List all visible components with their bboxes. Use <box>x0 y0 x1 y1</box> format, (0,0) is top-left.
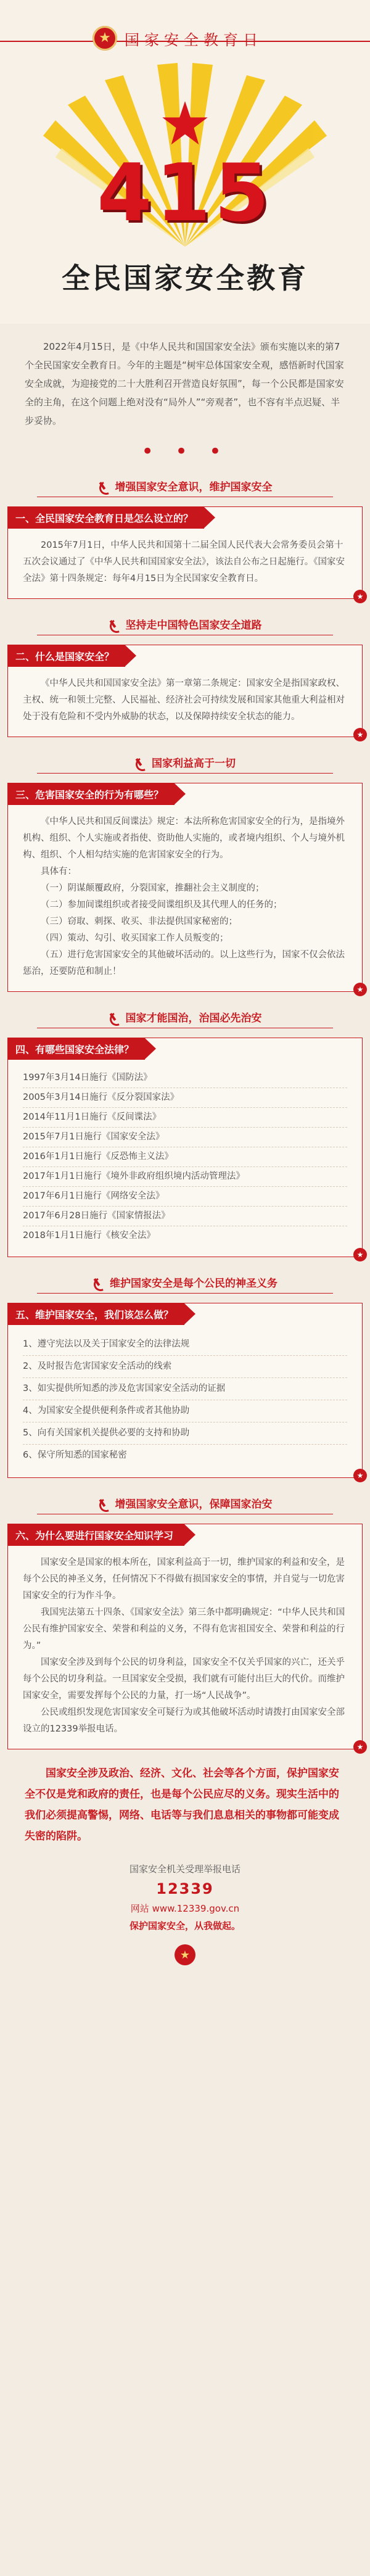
answer-text: 我国宪法第五十四条、《国家安全法》第三条中都明确规定：“中华人民共和国公民有维护国家安全、荣誉和利益的义务，不得有危害祖国安全、荣誉和利益的行为。” <box>23 1608 345 1651</box>
list-item: （三）窃取、刺探、收买、非法提供国家秘密的； <box>41 917 237 927</box>
corner-emblem-icon: ★ <box>353 728 367 741</box>
website-link[interactable]: 网站 www.12339.gov.cn <box>130 1903 240 1914</box>
section-heading <box>0 474 370 499</box>
corner-emblem-icon: ★ <box>353 1740 367 1754</box>
question-block-2 <box>7 645 363 737</box>
corner-emblem-icon: ★ <box>353 1248 367 1261</box>
decorative-dots: • • • <box>141 439 229 464</box>
list-item: （四）策动、勾引、收买国家工作人员叛变的； <box>41 933 229 943</box>
section-heading <box>0 613 370 637</box>
party-emblem-icon <box>109 1011 121 1023</box>
hotline-number: 12339 <box>156 1880 214 1897</box>
corner-emblem-icon: ★ <box>353 590 367 603</box>
closing-paragraph: 国家安全涉及政治、经济、文化、社会等各个方面，保护国家安全不仅是党和政府的责任，也是每个公民应尽的义务。现实生活中的我们必须提高警惕，网络、电话等与我们息息相关的事物都可能变成失密的陷阱。 <box>25 1767 339 1843</box>
page-title: 全民国家安全教育 <box>62 262 308 295</box>
question-title: 三、危害国家安全的行为有哪些？ <box>8 783 175 805</box>
list-item: （二）参加间谍组织或者接受间谍组织及其代理人的任务的； <box>41 900 282 910</box>
party-emblem-icon <box>92 1276 105 1289</box>
law-item: 2015年7月1日施行《国家安全法》 <box>23 1128 347 1147</box>
section-heading <box>0 1492 370 1516</box>
duty-item: 6、保守所知悉的国家秘密 <box>23 1450 127 1460</box>
section-heading-text: 国家利益高于一切 <box>152 758 236 770</box>
question-title: 二、什么是国家安全？ <box>8 645 125 667</box>
law-item: 2017年1月1日施行《境外非政府组织境内活动管理法》 <box>23 1167 347 1187</box>
question-block-1 <box>7 506 363 599</box>
section-heading-text: 增强国家安全意识，维护国家安全 <box>115 481 273 493</box>
answer-text: 公民或组织发现危害国家安全可疑行为或其他破坏活动时请拨打由国家安全部设立的12339举报电话。 <box>23 1707 345 1734</box>
question-title: 四、有哪些国家安全法律？ <box>8 1038 145 1060</box>
question-block-4 <box>7 1038 363 1257</box>
question-title: 五、维护国家安全，我们该怎么做？ <box>8 1303 184 1325</box>
list-item: （一）阴谋颠覆政府，分裂国家，推翻社会主义制度的； <box>41 883 265 893</box>
question-block-3 <box>7 783 363 992</box>
party-emblem-icon <box>134 756 147 769</box>
header-tag <box>92 26 263 51</box>
question-title: 一、全民国家安全教育日是怎么设立的？ <box>8 507 204 529</box>
contact-block <box>0 1860 370 1965</box>
answer-text: 具体有： <box>41 867 76 877</box>
duty-item: 5、向有关国家机关提供必要的支持和协助 <box>23 1422 347 1445</box>
corner-emblem-icon: ★ <box>353 983 367 996</box>
footer-emblem-icon: ★ <box>175 1944 195 1965</box>
question-block-5 <box>7 1303 363 1478</box>
header-tag-text: 国家安全教育日 <box>125 31 263 49</box>
answer-text: 国家安全涉及到每个公民的切身利益，国家安全不仅关乎国家的兴亡，还关乎每个公民的切身利益。一旦国家安全受损，我们就有可能付出巨大的代价。而维护国家安全，需要发挥每个公民的力量，打一场“人民战争”。 <box>23 1657 345 1701</box>
law-item: 2017年6月28日施行《国家情报法》 <box>23 1207 347 1226</box>
section-heading-text: 坚持走中国特色国家安全道路 <box>125 619 262 632</box>
party-emblem-icon <box>109 618 121 630</box>
law-item: 2018年1月1日施行《核安全法》 <box>23 1231 155 1241</box>
corner-emblem-icon: ★ <box>353 1469 367 1482</box>
answer-text: 《中华人民共和国国家安全法》第一章第二条规定：国家安全是指国家政权、主权、统一和领土完整、人民福祉、经济社会可持续发展和国家其他重大利益相对处于没有危险和不受内外威胁的状态，以及保障持续安全状态的能力。 <box>23 679 345 722</box>
question-block-6 <box>7 1524 363 1749</box>
duty-item: 4、为国家安全提供便利条件或者其他协助 <box>23 1400 347 1422</box>
law-item: 1997年3月14日施行《国防法》 <box>23 1068 347 1088</box>
header-banner <box>0 0 370 324</box>
slogan: 保护国家安全，从我做起。 <box>129 1920 240 1931</box>
section-heading-text: 维护国家安全是每个公民的神圣义务 <box>110 1278 278 1290</box>
red-star-icon <box>160 99 210 148</box>
duty-item: 2、及时报告危害国家安全活动的线索 <box>23 1356 347 1378</box>
law-item: 2016年1月1日施行《反恐怖主义法》 <box>23 1147 347 1167</box>
section-heading <box>0 751 370 775</box>
national-emblem-icon: ★ <box>92 26 117 51</box>
law-item: 2017年6月1日施行《网络安全法》 <box>23 1187 347 1207</box>
date-number: 415 <box>97 147 273 239</box>
section-heading-text: 国家才能国治，治国必先治安 <box>125 1012 262 1025</box>
hotline-label: 国家安全机关受理举报电话 <box>129 1864 240 1875</box>
answer-text: 国家安全是国家的根本所在，国家利益高于一切，维护国家的利益和安全，是每个公民的神圣义务，任何情况下不得做有损国家安全的事情，并自觉与一切危害国家安全的行为作斗争。 <box>23 1558 345 1601</box>
section-heading <box>0 1271 370 1295</box>
party-emblem-icon <box>98 480 110 492</box>
section-heading <box>0 1005 370 1030</box>
law-item: 2014年11月1日施行《反间谍法》 <box>23 1108 347 1128</box>
answer-text: 《中华人民共和国反间谍法》规定：本法所称危害国家安全的行为，是指境外机构、组织、个人实施或者指使、资助他人实施的，或者境内组织、个人与境外机构、组织、个人相勾结实施的危害国家安全的行为。 <box>23 817 345 860</box>
intro-paragraph: 2022年4月15日，是《中华人民共和国国家安全法》颁布实施以来的第7个全民国家安全教育日。今年的主题是“树牢总体国家安全观，感悟新时代国家安全成就，为迎接党的二十大胜利召开营造良好氛围”，每一个公民都是国家安全的主角，在这个问题上绝对没有“局外人”“旁观者”，也不容有半点迟疑、半步妥协。 <box>25 341 344 426</box>
list-item: （五）进行危害国家安全的其他破坏活动的。以上这些行为，国家不仅会依法惩治，还要防范和制止！ <box>23 950 345 976</box>
duty-item: 3、如实提供所知悉的涉及危害国家安全活动的证据 <box>23 1378 347 1400</box>
duty-item: 1、遵守宪法以及关于国家安全的法律法规 <box>23 1334 347 1356</box>
law-item: 2005年3月14日施行《反分裂国家法》 <box>23 1088 347 1108</box>
answer-text: 2015年7月1日，中华人民共和国第十二届全国人民代表大会常务委员会第十五次会议通过了《中华人民共和国国家安全法》，该法自公布之日起施行。《国家安全法》第十四条规定：每年4月15日为全民国家安全教育日。 <box>23 540 345 584</box>
party-emblem-icon <box>98 1497 110 1509</box>
section-heading-text: 增强国家安全意识，保障国家治安 <box>115 1498 273 1511</box>
question-title: 六、为什么要进行国家安全知识学习 <box>8 1524 184 1546</box>
